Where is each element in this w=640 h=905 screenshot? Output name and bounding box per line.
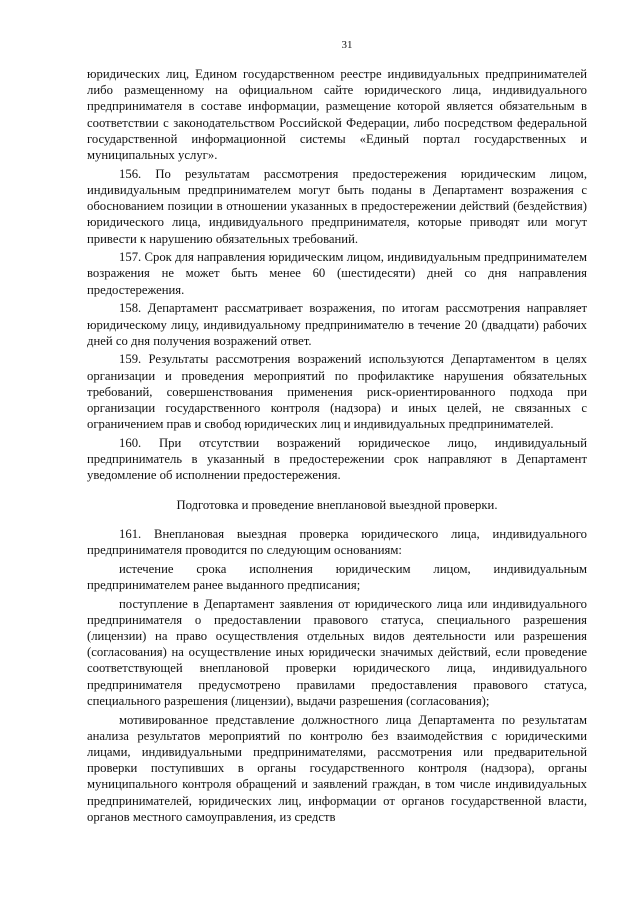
- paragraph-158: 158. Департамент рассматривает возражения, по итогам рассмотрения направляет юридическому лицу, индивидуальному предпринимателю в течение 20 (двадцати) рабочих дней со дня получения возражений ответ.: [87, 301, 587, 348]
- list-item-basis-3: мотивированное представление должностного лица Департамента по результатам анализа результатов мероприятий по контролю без взаимодействия с юридическими лицами, индивидуальными предпринимателями, рассмотрения или предварительной проверки поступивших в органы государственного контроля (надзора), органы муниципального контроля обращений и заявлений граждан, в том числе индивидуальных предпринимателей, юридических лиц, информации от органов государственной власти, органов местного самоуправления, из средств: [87, 712, 587, 824]
- list-item-basis-1: истечение срока исполнения юридическим лицом, индивидуальным предпринимателем ранее выданного предписания;: [87, 561, 587, 592]
- page-number: 31: [341, 39, 353, 51]
- paragraph-160: 160. При отсутствии возражений юридическое лицо, индивидуальный предприниматель в указанный в предостережении срок направляют в Департамент уведомление об исполнении предостережения.: [87, 435, 587, 483]
- section-heading: Подготовка и проведение внеплановой выездной проверки.: [176, 497, 498, 512]
- paragraph-continuation: юридических лиц, Едином государственном реестре индивидуальных предпринимателей либо размещенному на официальном сайте юридического лица, индивидуального предпринимателя в составе информации, размещение которой является обязательным в соответствии с законодательством Российской Федерации, либо посредством федеральной государственной информационной системы «Единый портал государственных и муниципальных услуг».: [87, 67, 587, 163]
- paragraph-161: 161. Внеплановая выездная проверка юридического лица, индивидуального предпринимателя проводится по следующим основаниям:: [87, 526, 587, 557]
- paragraph-159: 159. Результаты рассмотрения возражений используются Департаментом в целях организации и проведения мероприятий по профилактике нарушения обязательных требований, совершенствования применения риск-ориентированного подхода при организации государственного контроля (надзора) и иных целей, не связанных с ограничением прав и свобод юридических лиц и индивидуальных предпринимателей.: [87, 352, 587, 432]
- list-item-basis-2: поступление в Департамент заявления от юридического лица или индивидуального предпринимателя о предоставлении правового статуса, специального разрешения (лицензии) на право осуществления отдельных видов деятельности или разрешения (согласования) на осуществление иных юридически значимых действий, если проведение соответствующей внеплановой проверки юридического лица, индивидуального предпринимателя предусмотрено правилами предоставления правового статуса, специального разрешения (лицензии), выдачи разрешения (согласования);: [87, 596, 587, 708]
- document-page: [87, 38, 587, 827]
- paragraph-156: 156. По результатам рассмотрения предостережения юридическим лицом, индивидуальным предпринимателем могут быть поданы в Департамент возражения с обоснованием позиции в отношении указанных в предостережении действий (бездействия) юридического лица, индивидуального предпринимателя, которые приводят или могут привести к нарушению обязательных требований.: [87, 166, 587, 246]
- paragraph-157: 157. Срок для направления юридическим лицом, индивидуальным предпринимателем возражения не может быть менее 60 (шестидесяти) дней со дня направления предостережения.: [87, 250, 587, 297]
